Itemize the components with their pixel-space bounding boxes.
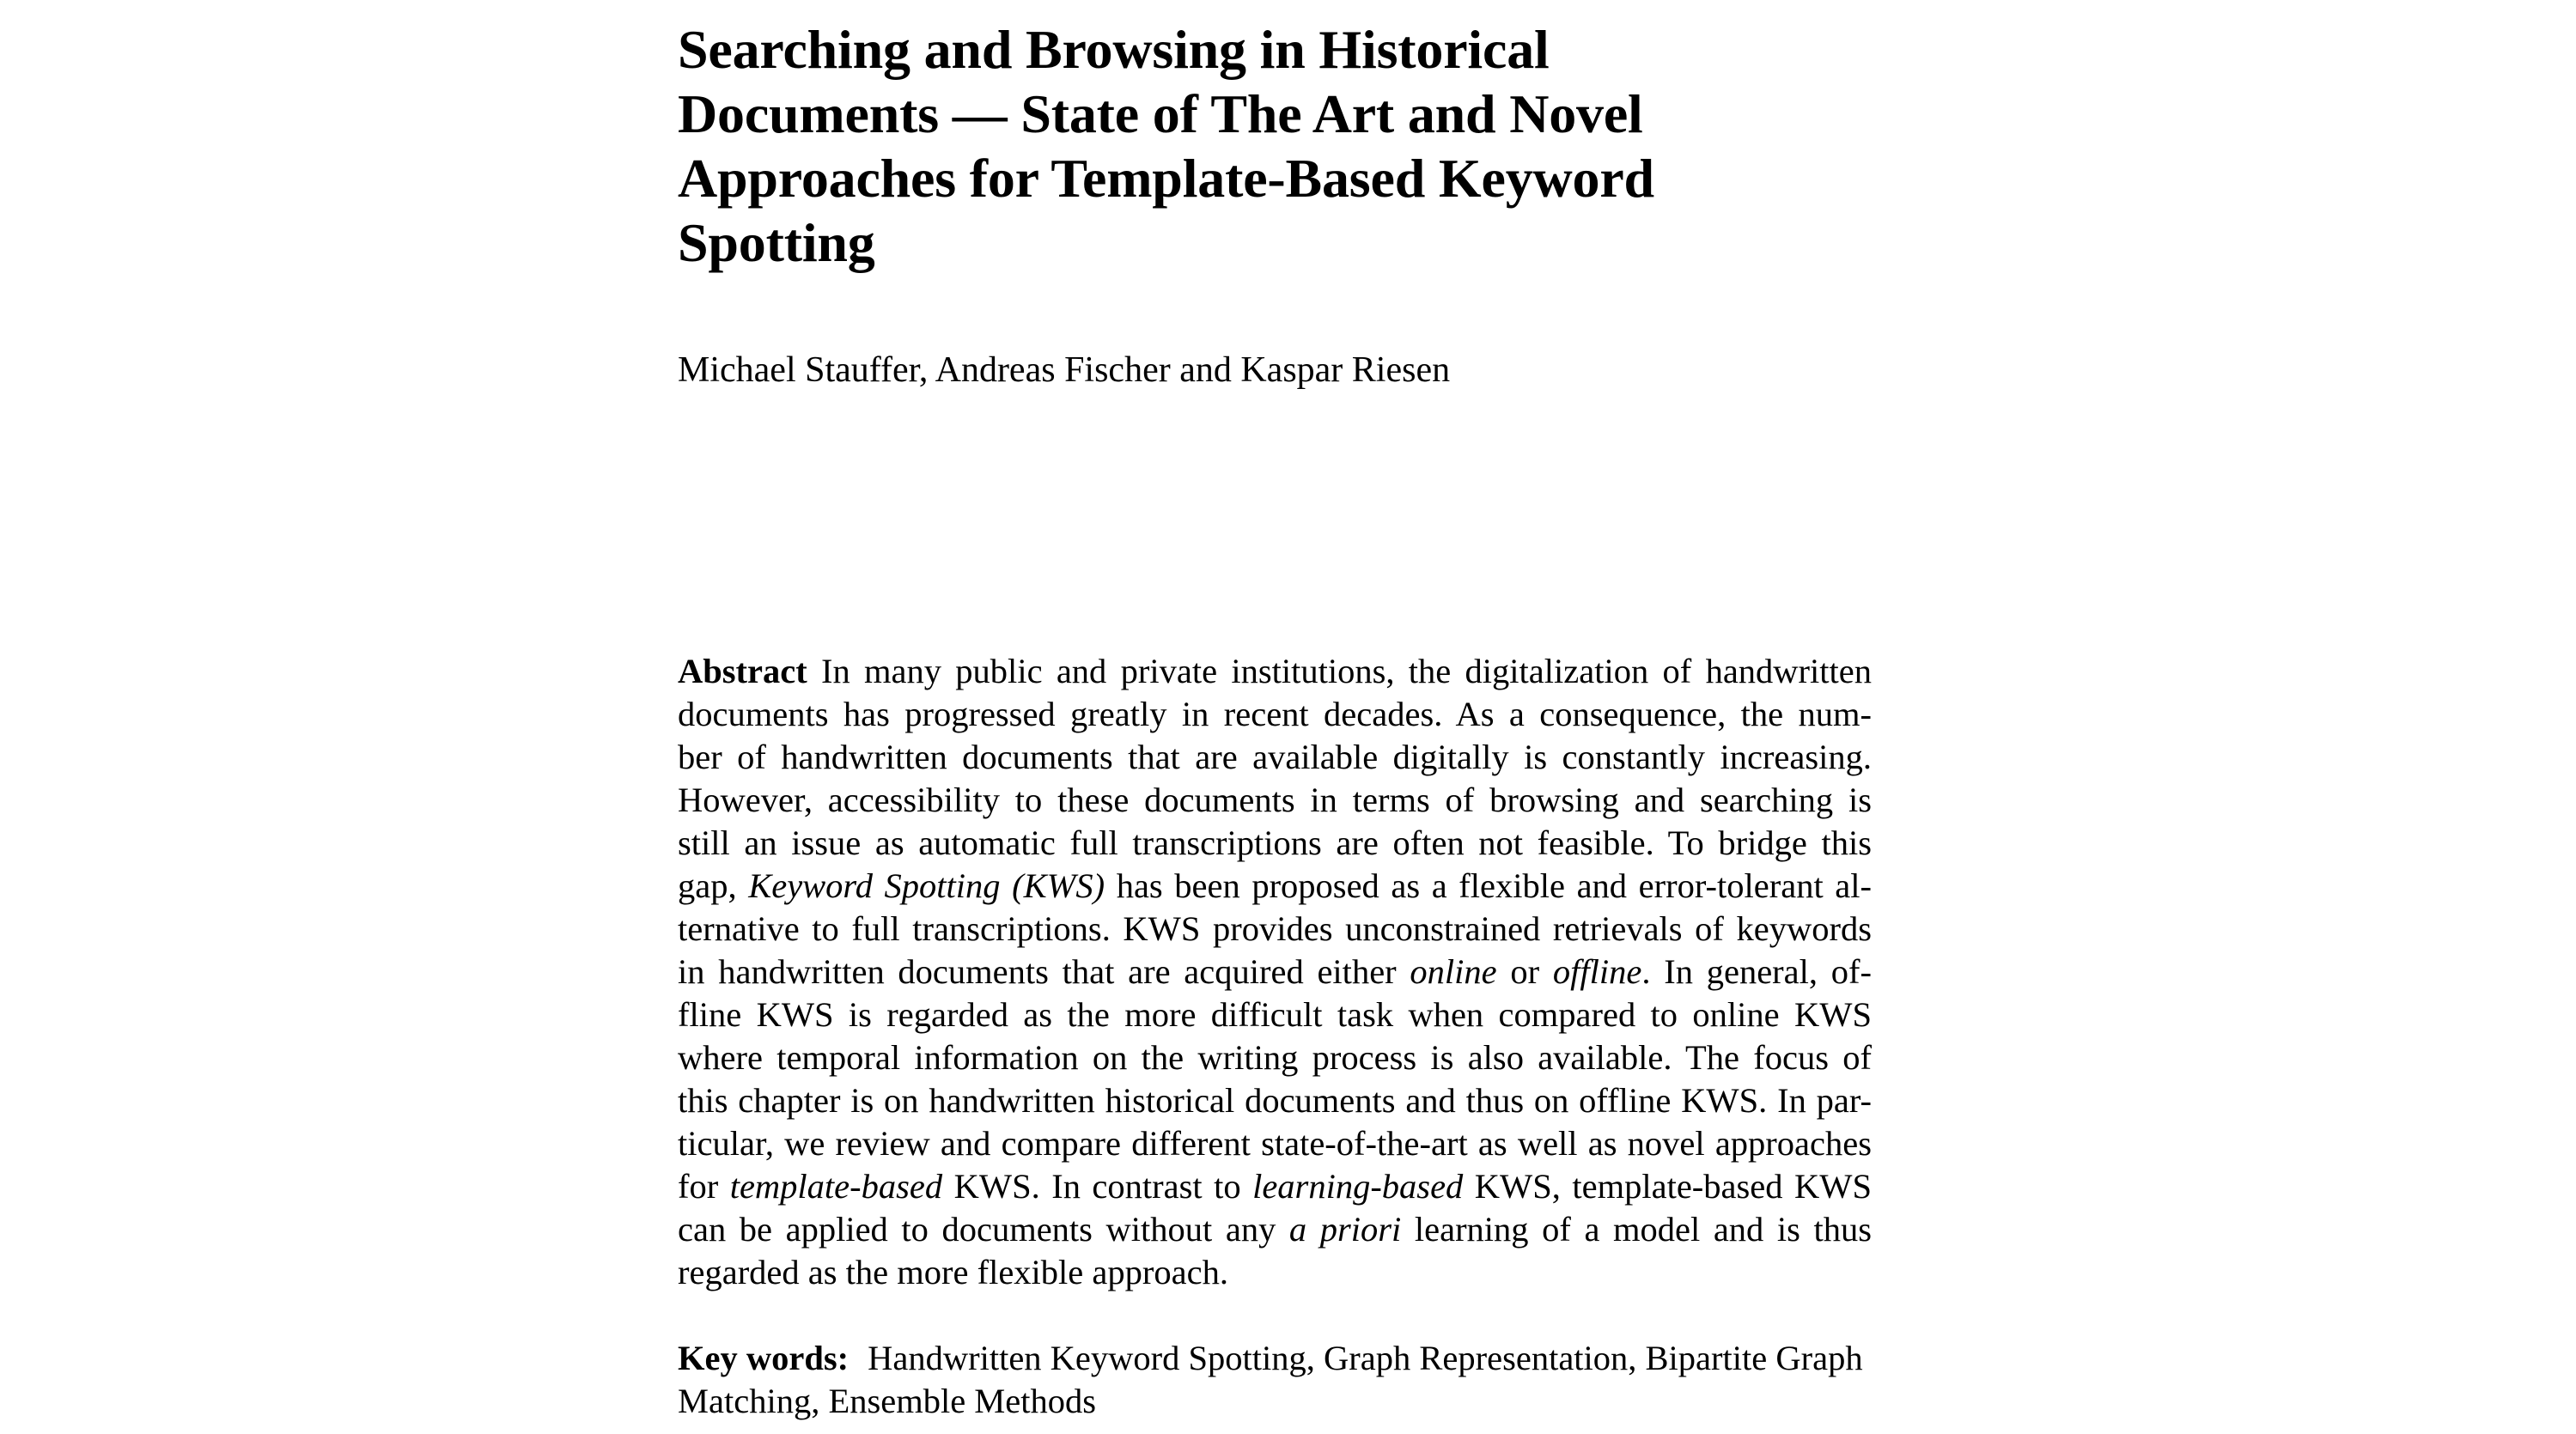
abstract-line: still an issue as automatic full transcriptions are often not feasible. To bridge this	[678, 823, 1872, 862]
keywords-section	[678, 1337, 1880, 1423]
abstract-text: gap,	[678, 866, 749, 905]
abstract-line	[678, 865, 1872, 908]
abstract-emphasis: offline	[1552, 952, 1642, 991]
abstract-line: ternative to full transcriptions. KWS provides unconstrained retrievals of keywords	[678, 909, 1872, 948]
abstract-line	[678, 1208, 1872, 1251]
abstract-line: this chapter is on handwritten historical documents and thus on offline KWS. In par-	[678, 1081, 1872, 1120]
abstract-text: KWS. In contrast to	[942, 1167, 1253, 1206]
abstract-emphasis: learning-based	[1252, 1167, 1464, 1206]
abstract-text: has been proposed as a flexible and error-tolerant al-	[1105, 866, 1872, 905]
abstract-line	[678, 1165, 1872, 1208]
abstract-line: regarded as the more flexible approach.	[678, 1253, 1228, 1291]
abstract-line: ber of handwritten documents that are available digitally is constantly increasing.	[678, 738, 1872, 776]
paper-title	[678, 17, 1794, 275]
abstract-emphasis: template-based	[729, 1167, 943, 1206]
abstract-line: fline KWS is regarded as the more difficult task when compared to online KWS	[678, 995, 1872, 1034]
abstract-text: In many public and private institutions, the digitalization of handwritten	[821, 652, 1873, 690]
abstract-emphasis: online	[1410, 952, 1497, 991]
abstract-line	[678, 951, 1872, 993]
keywords-label: Key words:	[678, 1339, 850, 1377]
title-line: Approaches for Template-Based Keyword	[678, 148, 1654, 209]
paper-page	[678, 0, 1880, 1434]
title-line: Spotting	[678, 212, 875, 273]
abstract-text: . In general, of-	[1641, 952, 1872, 991]
keywords-line: Matching, Ensemble Methods	[678, 1382, 1097, 1420]
abstract-emphasis: Keyword Spotting (KWS)	[748, 866, 1105, 905]
abstract-emphasis: a priori	[1288, 1210, 1402, 1249]
abstract-line: However, accessibility to these documents in terms of browsing and searching is	[678, 781, 1872, 819]
abstract-text: for	[678, 1167, 730, 1206]
keywords-text: Handwritten Keyword Spotting, Graph Representation, Bipartite Graph	[868, 1339, 1863, 1377]
abstract-text: KWS, template-based KWS	[1463, 1167, 1872, 1206]
keywords-line	[678, 1337, 1880, 1380]
abstract-text: can be applied to documents without any	[678, 1210, 1289, 1249]
abstract-section	[678, 650, 1872, 1294]
abstract-text: in handwritten documents that are acquired either	[678, 952, 1410, 991]
abstract-text: or	[1496, 952, 1553, 991]
abstract-line: documents has progressed greatly in recent decades. As a consequence, the num-	[678, 695, 1872, 733]
abstract-label: Abstract	[678, 652, 807, 690]
abstract-text: learning of a model and is thus	[1401, 1210, 1872, 1249]
paper-authors: Michael Stauffer, Andreas Fischer and Kaspar Riesen	[678, 350, 1451, 390]
title-line: Searching and Browsing in Historical	[678, 19, 1550, 80]
abstract-line: where temporal information on the writing process is also available. The focus of	[678, 1038, 1872, 1077]
abstract-line	[678, 650, 1872, 693]
abstract-line: ticular, we review and compare different state-of-the-art as well as novel approaches	[678, 1124, 1872, 1163]
title-line: Documents — State of The Art and Novel	[678, 83, 1643, 144]
